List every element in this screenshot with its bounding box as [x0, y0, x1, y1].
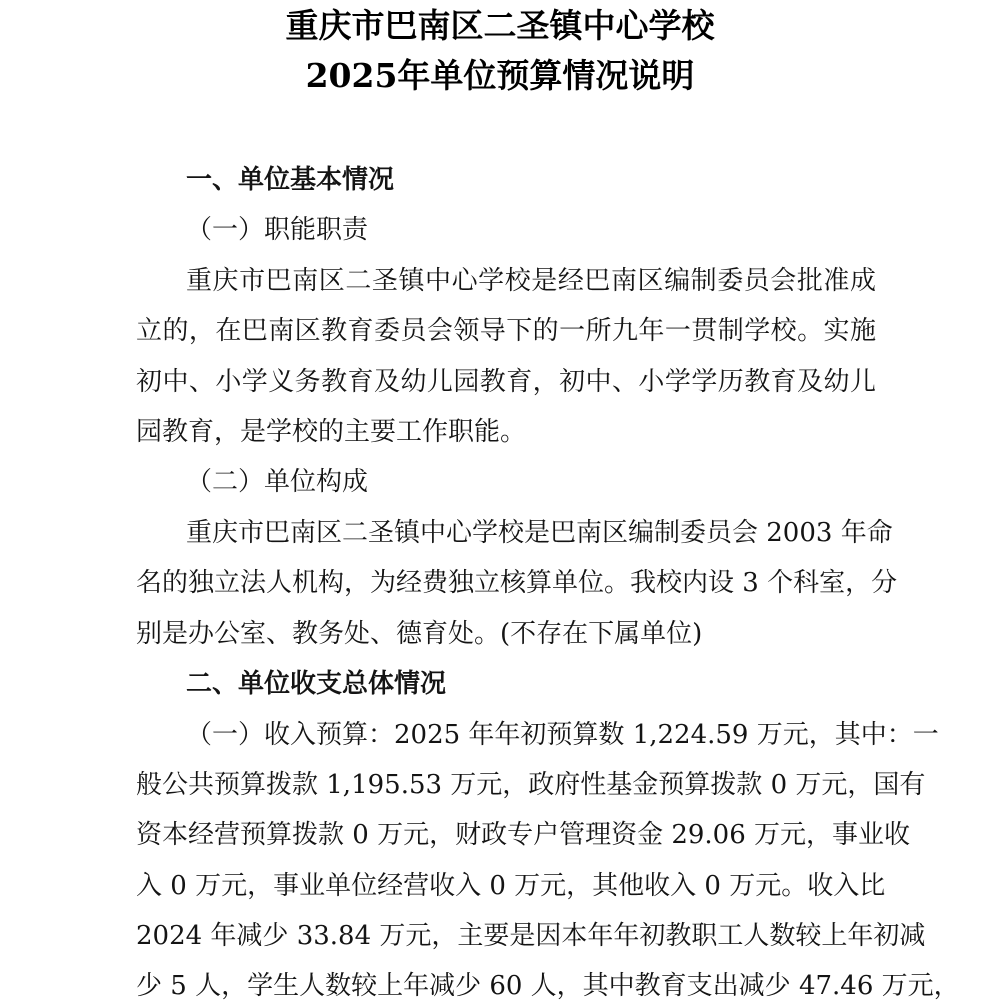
paragraph-line: 立的，在巴南区教育委员会领导下的一所九年一贯制学校。实施 [136, 316, 876, 346]
paragraph-line: 名的独立法人机构，为经费独立核算单位。我校内设 3 个科室，分 [136, 568, 898, 598]
paragraph-line: 园教育，是学校的主要工作职能。 [136, 417, 527, 447]
paragraph-line: （一）收入预算：2025 年年初预算数 1,224.59 万元，其中：一 [186, 720, 939, 750]
paragraph-line: 般公共预算拨款 1,195.53 万元，政府性基金预算拨款 0 万元，国有 [136, 770, 926, 800]
paragraph-line: 重庆市巴南区二圣镇中心学校是经巴南区编制委员会批准成 [186, 266, 876, 296]
document-title-line-2: 2025年单位预算情况说明 [305, 56, 695, 95]
paragraph-line: 2024 年减少 33.84 万元，主要是因本年年初教职工人数较上年初减 [136, 921, 926, 951]
paragraph-line: 重庆市巴南区二圣镇中心学校是巴南区编制委员会 2003 年命 [186, 518, 893, 548]
paragraph-line: 少 5 人，学生人数较上年减少 60 人，其中教育支出减少 47.46 万元， [136, 971, 960, 1001]
paragraph-line: 入 0 万元，事业单位经营收入 0 万元，其他收入 0 万元。收入比 [136, 871, 886, 901]
subsection-heading-composition: （二）单位构成 [186, 467, 369, 497]
section-heading-basic-info: 一、单位基本情况 [186, 165, 395, 195]
document-title-line-1: 重庆市巴南区二圣镇中心学校 [285, 6, 715, 45]
paragraph-line: 别是办公室、教务处、德育处。(不存在下属单位) [136, 619, 703, 649]
section-heading-budget-overview: 二、单位收支总体情况 [186, 669, 447, 699]
paragraph-line: 初中、小学义务教育及幼儿园教育，初中、小学学历教育及幼儿 [136, 367, 876, 397]
subsection-heading-functions: （一）职能职责 [186, 215, 369, 245]
paragraph-line: 资本经营预算拨款 0 万元，财政专户管理资金 29.06 万元，事业收 [136, 820, 911, 850]
